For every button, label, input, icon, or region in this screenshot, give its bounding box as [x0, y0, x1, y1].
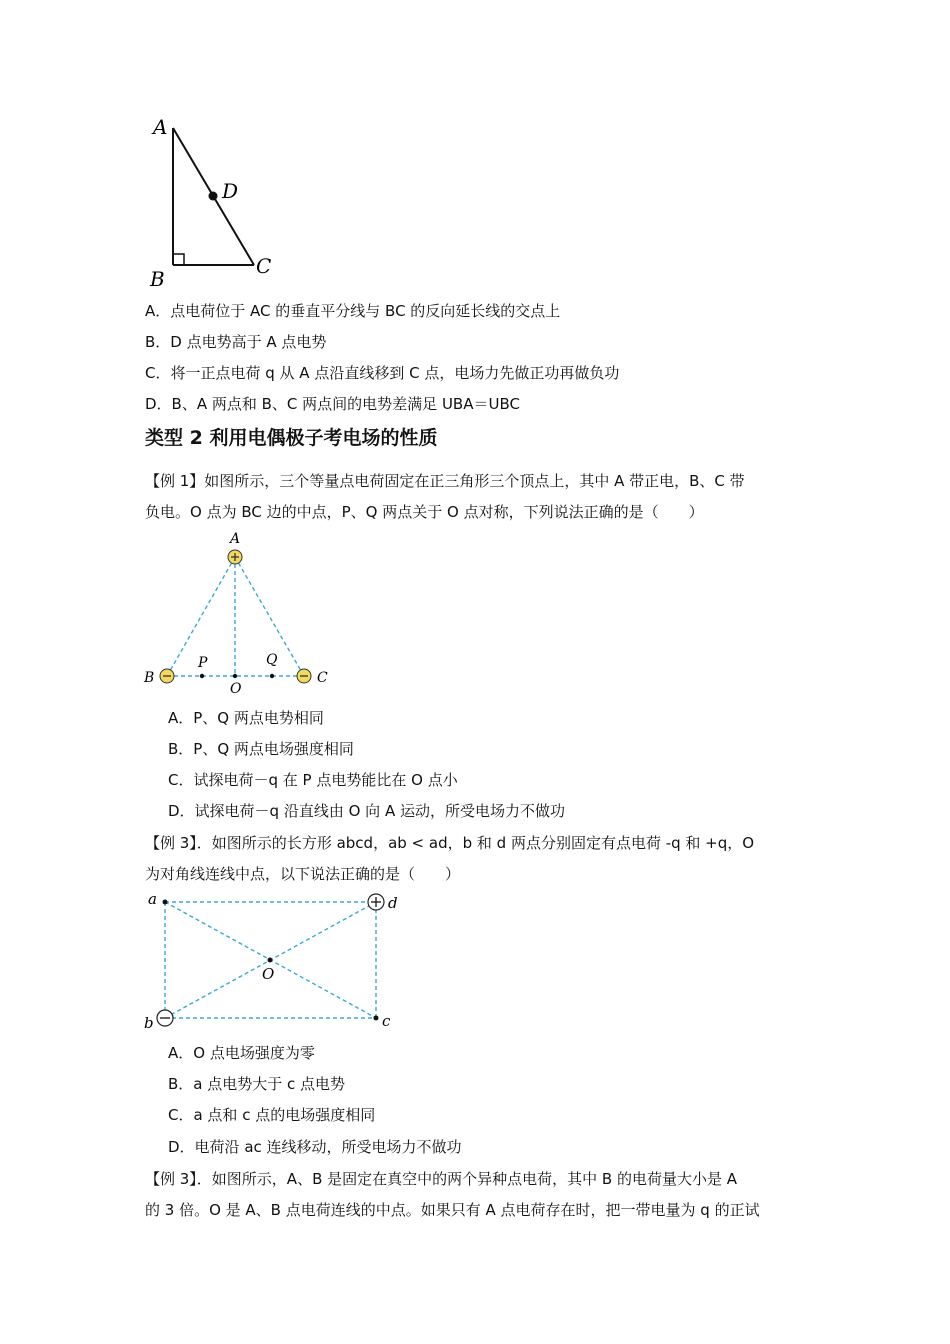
example-2-option-a: A．O 点电场强度为零: [168, 1044, 315, 1062]
section-title: 类型 2 利用电偶极子考电场的性质: [145, 427, 438, 449]
point-o: [233, 674, 237, 678]
label-o: O: [230, 681, 242, 697]
label-q: Q: [266, 652, 278, 668]
example-1-option-c: C．试探电荷－q 在 P 点电势能比在 O 点小: [168, 771, 458, 789]
option-1-d: D．B、A 两点和 B、C 两点间的电势差满足 UBA＝UBC: [145, 395, 520, 413]
example-1-text-line-1: 【例 1】如图所示，三个等量点电荷固定在正三角形三个顶点上，其中 A 带正电，B、C 带: [145, 472, 745, 490]
label-c: C: [256, 254, 272, 278]
label-d: D: [222, 179, 239, 203]
example-3-text-line-1: 【例 3】．如图所示，A、B 是固定在真空中的两个异种点电荷，其中 B 的电荷量大小是 A: [145, 1170, 737, 1188]
example-1-option-d: D．试探电荷－q 沿直线由 O 向 A 运动，所受电场力不做功: [168, 802, 565, 820]
label-d: d: [388, 894, 398, 912]
example-1-option-a: A．P、Q 两点电势相同: [168, 709, 324, 727]
point-o: [268, 958, 273, 963]
example-1-option-b: B．P、Q 两点电场强度相同: [168, 740, 354, 758]
example-2-option-d: D．电荷沿 ac 连线移动，所受电场力不做功: [168, 1138, 462, 1156]
equilateral-triangle-figure: [140, 528, 340, 700]
charge-b-icon: [160, 669, 174, 683]
label-c: C: [317, 670, 328, 686]
right-angle-mark: [173, 254, 184, 265]
rectangle-figure: [140, 888, 410, 1038]
label-b: B: [150, 267, 165, 290]
charge-c-icon: [297, 669, 311, 683]
point-q: [270, 674, 274, 678]
charge-a-icon: [228, 550, 242, 564]
point-c: [374, 1016, 379, 1021]
label-c: c: [382, 1012, 391, 1030]
triangle-figure: [140, 110, 290, 290]
example-2-option-c: C．a 点和 c 点的电场强度相同: [168, 1106, 376, 1124]
option-1-a: A．点电荷位于 AC 的垂直平分线与 BC 的反向延长线的交点上: [145, 302, 561, 320]
option-1-b: B．D 点电势高于 A 点电势: [145, 333, 327, 351]
charge-d-positive-icon: [368, 894, 384, 910]
label-a: A: [230, 531, 241, 547]
point-a: [163, 900, 168, 905]
point-p: [200, 674, 204, 678]
example-2-option-b: B．a 点电势大于 c 点电势: [168, 1075, 346, 1093]
option-1-c: C．将一正点电荷 q 从 A 点沿直线移到 C 点，电场力先做正功再做负功: [145, 364, 620, 382]
label-b: b: [144, 1014, 154, 1032]
label-a: a: [148, 890, 157, 908]
label-p: P: [198, 655, 208, 671]
point-d: [209, 192, 218, 201]
label-o: O: [262, 965, 275, 983]
example-2-text-line-2: 为对角线连线中点，以下说法正确的是（ ）: [145, 865, 461, 883]
example-2-text-line-1: 【例 3】．如图所示的长方形 abcd，ab < ad，b 和 d 两点分别固定有点电荷 -q 和 +q，O: [145, 834, 755, 852]
charge-b-negative-icon: [157, 1010, 173, 1026]
example-3-text-line-2: 的 3 倍。O 是 A、B 点电荷连线的中点。如果只有 A 点电荷存在时，把一带电量为 q 的正试: [145, 1201, 760, 1219]
example-1-text-line-2: 负电。O 点为 BC 边的中点，P、Q 两点关于 O 点对称，下列说法正确的是（ ）: [145, 503, 704, 521]
label-a: A: [153, 115, 168, 139]
label-b: B: [144, 670, 155, 686]
